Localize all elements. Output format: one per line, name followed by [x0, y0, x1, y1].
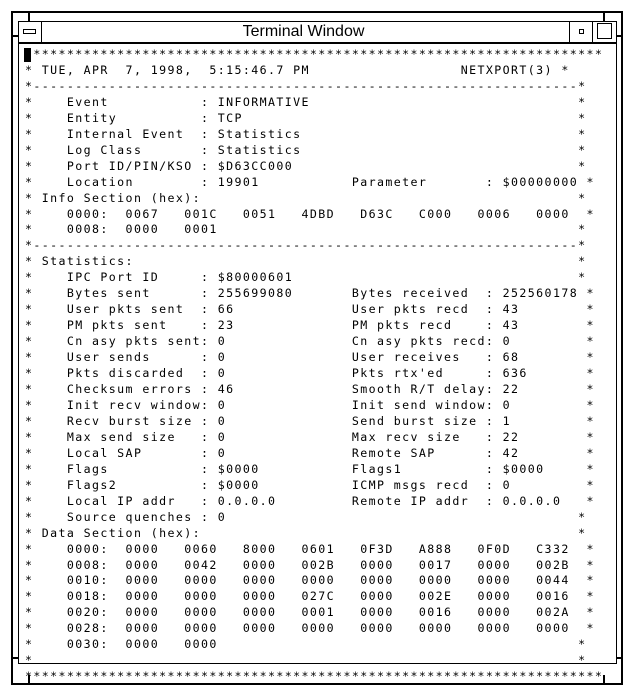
maximize-button[interactable] — [593, 21, 617, 42]
terminal-line: * PM pkts sent : 23 PM pkts recd : 43 * — [25, 318, 595, 333]
terminal-line: * Info Section (hex): * — [25, 190, 587, 205]
terminal-line: * Statistics: * — [25, 254, 587, 269]
terminal-line: * * — [25, 653, 587, 668]
terminal-line: * User pkts sent : 66 User pkts recd : 43 * — [25, 302, 595, 317]
terminal-line: * Local SAP : 0 Remote SAP : 42 * — [25, 445, 595, 460]
terminal-line: * IPC Port ID : $80000601 * — [25, 270, 587, 285]
terminal-line: * Checksum errors : 46 Smooth R/T delay: 22 * — [25, 382, 595, 397]
terminal-line: * Location : 19901 Parameter : $00000000 * — [25, 174, 595, 189]
resize-handle-top-left[interactable] — [28, 11, 30, 21]
terminal-line: * Bytes sent : 255699080 Bytes received : 252560178 * — [25, 286, 595, 301]
minimize-icon — [579, 29, 584, 34]
terminal-line: * 0008: 0000 0001 * — [25, 222, 587, 237]
terminal-line: * Source quenches : 0 * — [25, 509, 587, 524]
terminal-line: * Flags : $0000 Flags1 : $0000 * — [25, 461, 595, 476]
terminal-line: * Entity : TCP * — [25, 110, 587, 125]
terminal-line: * Max send size : 0 Max recv size : 22 * — [25, 429, 595, 444]
terminal-line: * Log Class : Statistics * — [25, 142, 587, 157]
terminal-line: ********************************************************************* — [25, 669, 604, 684]
terminal-line: * 0000: 0067 001C 0051 4DBD D63C C000 0006 0000 * — [25, 206, 595, 221]
terminal-line: * User sends : 0 User receives : 68 * — [25, 350, 595, 365]
resize-handle-bottom-right[interactable] — [603, 675, 605, 685]
terminal-line: * TUE, APR 7, 1998, 5:15:46.7 PM NETXPORT(3) * — [25, 62, 570, 77]
resize-handle-right-bottom[interactable] — [616, 657, 623, 659]
window-menu-button[interactable] — [18, 21, 42, 42]
terminal-line: * 0018: 0000 0000 0000 027C 0000 002E 0000 0016 * — [25, 589, 595, 604]
terminal-line: * Init recv window: 0 Init send window: 0 * — [25, 397, 595, 412]
terminal-line: * 0020: 0000 0000 0000 0001 0000 0016 0000 002A * — [25, 605, 595, 620]
resize-handle-left-top[interactable] — [11, 35, 18, 37]
terminal-line: * Recv burst size : 0 Send burst size : 1 * — [25, 413, 595, 428]
terminal-line: *-----------------------------------------------------------------* — [25, 78, 587, 93]
resize-handle-left-bottom[interactable] — [11, 657, 18, 659]
terminal-line: * Local IP addr : 0.0.0.0 Remote IP addr : 0.0.0.0 * — [25, 493, 595, 508]
terminal-line: * Flags2 : $0000 ICMP msgs recd : 0 * — [25, 477, 595, 492]
window-title: Terminal Window — [242, 23, 365, 40]
terminal-line: * Data Section (hex): * — [25, 525, 587, 540]
terminal-line: * 0010: 0000 0000 0000 0000 0000 0000 0000 0044 * — [25, 573, 595, 588]
terminal-line: * 0008: 0000 0042 0000 002B 0000 0017 0000 002B * — [25, 557, 595, 572]
terminal-line: * Port ID/PIN/KSO : $D63CC000 * — [25, 158, 587, 173]
terminal-line: * Pkts discarded : 0 Pkts rtx'ed : 636 * — [25, 366, 595, 381]
terminal-line: * Cn asy pkts sent: 0 Cn asy pkts recd: 0 * — [25, 334, 595, 349]
terminal-output[interactable] — [25, 47, 603, 685]
terminal-line: * Event : INFORMATIVE * — [25, 94, 587, 109]
terminal-line: ********************************************************************* — [25, 47, 604, 61]
resize-handle-top-right[interactable] — [603, 11, 605, 21]
terminal-line: * 0000: 0000 0060 8000 0601 0F3D A888 0F0D C332 * — [25, 541, 595, 556]
terminal-line: *-----------------------------------------------------------------* — [25, 238, 587, 253]
resize-handle-right-top[interactable] — [616, 35, 623, 37]
title-bar[interactable] — [18, 21, 617, 44]
minimize-button[interactable] — [569, 21, 593, 42]
terminal-line: * 0030: 0000 0000 * — [25, 637, 587, 652]
terminal-line: * 0028: 0000 0000 0000 0000 0000 0000 0000 0000 * — [25, 621, 595, 636]
window-menu-icon — [23, 29, 36, 34]
terminal-line: * Internal Event : Statistics * — [25, 126, 587, 141]
maximize-icon — [597, 23, 612, 39]
